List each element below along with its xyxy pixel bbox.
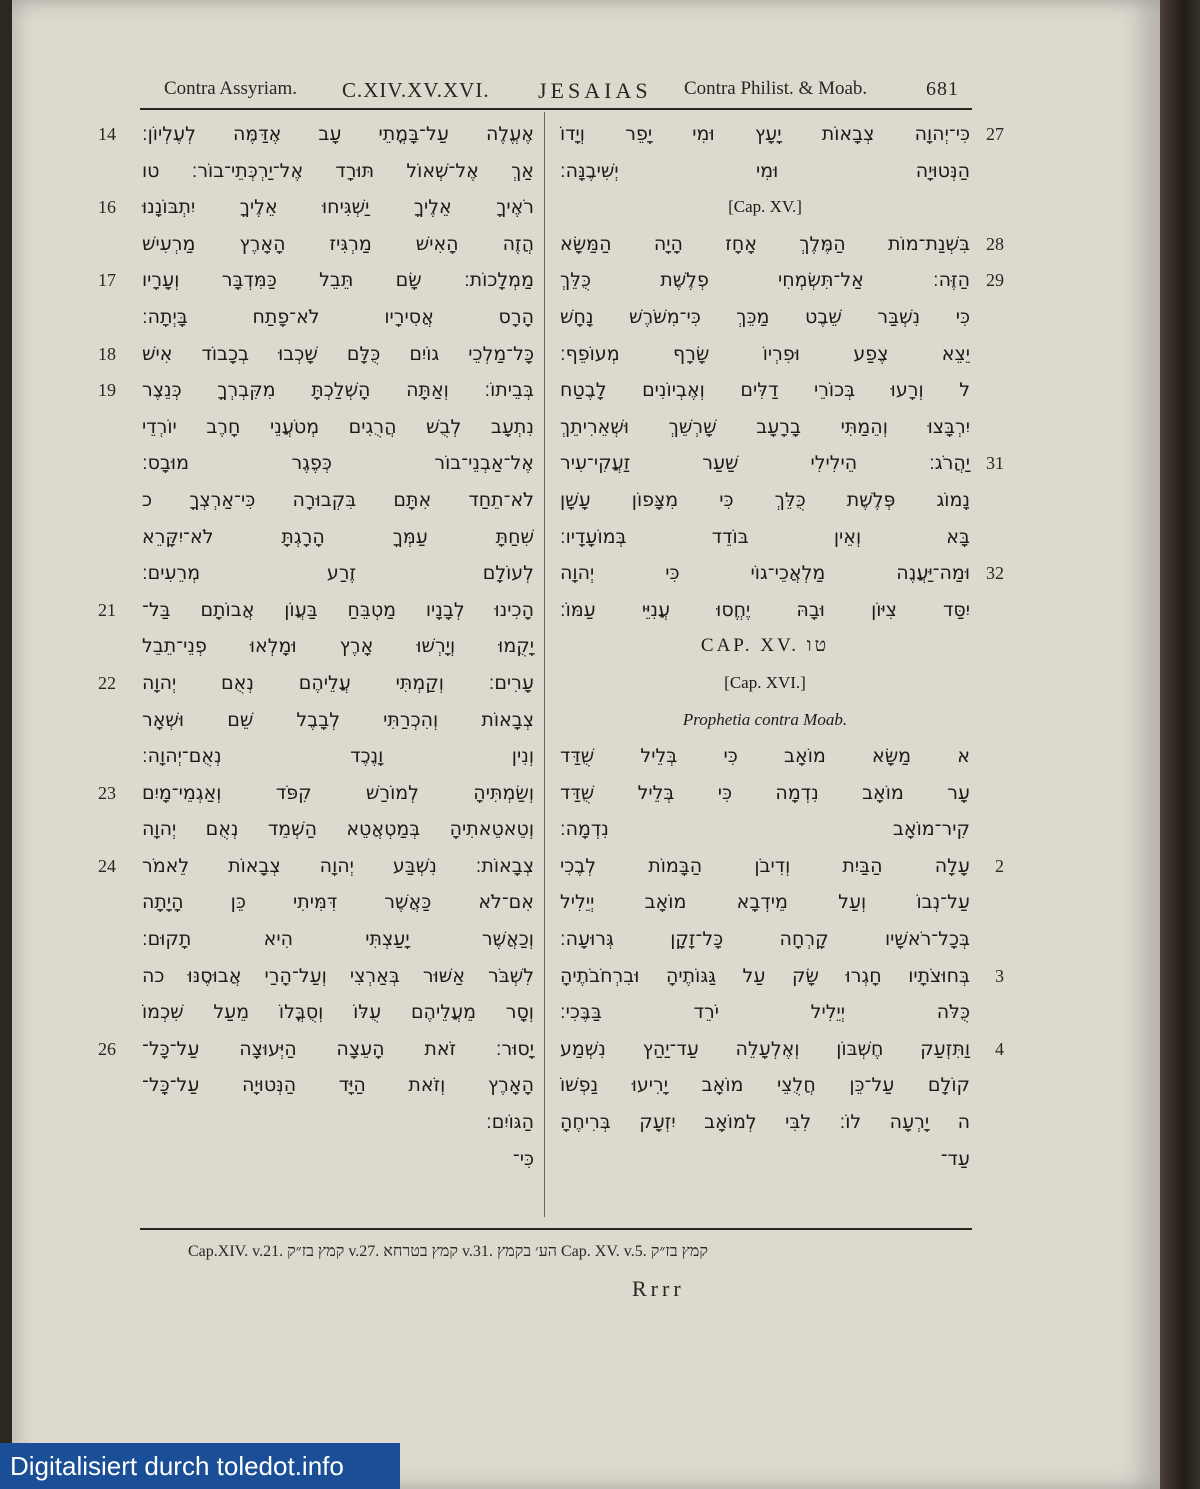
line-text: וּמַה־יַּעֲנֶה מַלְאֲכֵי־גוֹי כִּי יְהוָה <box>560 562 970 585</box>
text-line <box>560 482 970 519</box>
column-divider <box>544 112 545 1217</box>
text-line <box>560 409 970 446</box>
line-text: קִיר־מוֹאָב נִדְמָה׃ <box>560 818 970 841</box>
text-line <box>142 226 534 263</box>
line-text: וְנִין וָנֶכֶד נְאֻם־יְהוָה׃ <box>142 745 534 768</box>
text-line <box>560 262 1004 299</box>
text-line <box>98 775 534 812</box>
book-page <box>12 0 1160 1489</box>
line-text: עָרִים׃ וְקַמְתִּי עֲלֵיהֶם נְאֻם יְהוָה <box>142 671 534 694</box>
footnote-rule <box>140 1228 972 1230</box>
line-text: לֹא־תֵחַד אִתָּם בִּקְבוּרָה כִּי־אַרְצְךָ כ <box>142 488 534 511</box>
text-line <box>142 519 534 556</box>
text-line <box>142 994 534 1031</box>
text-line <box>560 958 1004 995</box>
digitization-watermark[interactable]: Digitalisiert durch toledot.info <box>0 1443 400 1489</box>
line-text: הָכִינוּ לְבָנָיו מַטְבֵּחַ בַּעֲוֹן אֲבוֹתָם בַּל־ <box>142 598 534 621</box>
text-line <box>142 738 534 775</box>
header-left: Contra Assyriam. <box>164 78 297 99</box>
line-text: יֵצֵא צֶפַע וּפִרְיוֹ שָׂרָף מְעוֹפֵף׃ <box>560 342 970 365</box>
text-line <box>142 628 534 665</box>
text-line <box>560 628 970 665</box>
text-line <box>142 1141 534 1178</box>
line-text: Prophetia contra Moab. <box>682 709 848 729</box>
text-line <box>98 189 534 226</box>
line-text: א מַשָּׂא מוֹאָב כִּי בְּלֵיל שֻׁדַּד <box>560 745 970 768</box>
text-line <box>560 848 1004 885</box>
text-line <box>98 372 534 409</box>
text-line <box>98 592 534 629</box>
text-line <box>560 702 970 739</box>
line-text: [Cap. XVI.] <box>724 672 806 692</box>
line-text: מַמְלָכוֹת׃ שָׂם תֵּבֵל כַּמִּדְבָּר וְעָרָיו <box>142 269 534 292</box>
line-text: כִּי־יְהוָה צְבָאוֹת יָעָץ וּמִי יָפֵר וְיָדוֹ <box>560 123 970 145</box>
text-line <box>142 409 534 446</box>
text-line <box>142 445 534 482</box>
line-text: הַנְּטוּיָה וּמִי יְשִׁיבֶנָּה׃ <box>560 159 970 182</box>
line-text: כִּי נִשְׁבַּר שֵׁבֶט מַכֵּךְ כִּי־מִשֹּׁרֶשׁ נָחָשׁ <box>560 305 970 328</box>
line-text: הַגּוֹיִם׃ <box>486 1111 534 1134</box>
header-title: JESAIAS <box>538 78 652 103</box>
line-text: עָר מוֹאָב נִדְמָה כִּי בְּלֵיל שֻׁדַּד <box>560 781 970 804</box>
line-text: יָסוּר׃ זֹאת הָעֵצָה הַיְּעוּצָה עַל־כָּל־ <box>142 1037 534 1060</box>
line-text: נָמוֹג פְּלֶשֶׁת כֻּלֵּךְ כִּי מִצָּפוֹן עָשָׁן <box>560 488 970 511</box>
line-text: [Cap. XV.] <box>728 197 802 217</box>
text-line <box>98 116 534 153</box>
verse-number: 18 <box>98 343 116 364</box>
text-line <box>560 445 1004 482</box>
text-line <box>142 299 534 336</box>
header-chapters: C.XIV.XV.XVI. <box>342 78 490 102</box>
text-line <box>560 665 970 702</box>
text-line <box>142 958 534 995</box>
line-text: הָרָס אֲסִירָיו לֹא־פָתַח בָּיְתָה׃ <box>142 305 534 328</box>
verse-number: 31 <box>986 453 1004 474</box>
text-line <box>560 1104 970 1141</box>
line-text: כִּי־ <box>512 1147 534 1170</box>
text-line <box>560 299 970 336</box>
verse-number: 16 <box>98 197 116 218</box>
line-text: בְּבֵיתוֹ׃ וְאַתָּה הָשְׁלַכְתָּ מִקִּבְרְךָ כְּנֵצֶר <box>142 379 534 402</box>
text-line <box>560 372 970 409</box>
verse-number: 14 <box>98 124 116 144</box>
line-text: אִם־לֹא כַּאֲשֶׁר דִּמִּיתִי כֵּן הָיָתָה <box>142 891 534 914</box>
text-line <box>98 848 534 885</box>
line-text: הֲזֶה הָאִישׁ מַרְגִּיז הָאָרֶץ מַרְעִישׁ <box>142 232 534 255</box>
verse-number: 21 <box>98 599 116 620</box>
text-line <box>142 1104 534 1141</box>
line-text: כֻּלֹּה יְיֵלִיל יֹרֵד בַּבֶּכִי׃ <box>560 1001 970 1024</box>
verse-number: 23 <box>98 782 116 803</box>
text-line <box>142 702 534 739</box>
text-line <box>560 775 970 812</box>
line-text: אַךְ אֶל־שְׁאוֹל תּוּרָד אֶל־יַרְכְּתֵי־בוֹר׃ טו <box>142 159 534 182</box>
verse-number: 28 <box>986 233 1004 254</box>
text-line <box>142 811 534 848</box>
text-line <box>560 592 970 629</box>
text-line <box>560 226 1004 263</box>
line-text: יָקֻמוּ וְיָרְשׁוּ אָרֶץ וּמָלְאוּ פְנֵי־תֵבֵל <box>142 635 534 658</box>
line-text: אֶל־אַבְנֵי־בוֹר כְּפֶגֶר מוּבָס׃ <box>142 452 534 475</box>
verse-number: 22 <box>98 672 116 693</box>
text-line <box>560 1067 970 1104</box>
text-line <box>560 519 970 556</box>
text-line <box>142 482 534 519</box>
text-line <box>142 884 534 921</box>
text-line <box>560 921 970 958</box>
masoretic-footnote: Cap.XIV. v.21. קמץ בז״ק v.27. קמץ בטרחא v.31. הע׳ בקמץ Cap. XV. v.5. קמץ בז״ק <box>188 1243 708 1260</box>
line-text: יִסַּד צִיּוֹן וּבָהּ יֶחֱסוּ עֲנִיֵּי עַמּוֹ׃ <box>560 598 970 621</box>
text-line <box>560 994 970 1031</box>
line-text: יִרְבָּצוּ וְהֵמַתִּי בָרָעָב שָׁרְשֵׁךְ וּשְׁאֵרִיתֵךְ <box>560 415 970 438</box>
text-line <box>98 1031 534 1068</box>
line-text: וְשַׂמְתִּיהָ לְמוֹרַשׁ קִפֹּד וְאַגְמֵי־מָיִם <box>142 781 534 804</box>
line-text: וַתִּזְעַק חֶשְׁבּוֹן וְאֶלְעָלֵה עַד־יַהַץ נִשְׁמַע <box>560 1037 970 1060</box>
line-text: וְכַאֲשֶׁר יָעַצְתִּי הִיא תָקוּם׃ <box>142 928 534 951</box>
line-text: לְעוֹלָם זֶרַע מְרֵעִים׃ <box>142 562 534 585</box>
line-text: שִׁחַתָּ עַמְּךָ הָרָגְתָּ לֹא־יִקָּרֵא <box>142 525 534 548</box>
line-text: יַהֲרֹג׃ הֵילִילִי שַׁעַר זַעֲקִי־עִיר <box>560 452 970 475</box>
header-rule <box>140 108 972 110</box>
line-text: בִּשְׁנַת־מוֹת הַמֶּלֶךְ אָחָז הָיָה הַמַּשָּׂא <box>560 232 970 255</box>
line-text: בָּא וְאֵין בּוֹדֵד בְּמוֹעָדָיו׃ <box>560 525 970 548</box>
text-line <box>560 1031 1004 1068</box>
line-text: עָלָה הַבַּיִת וְדִיבֹן הַבָּמוֹת לְבֶכִי <box>560 854 970 877</box>
line-text: ל וְרָעוּ בְּכוֹרֵי דַלִּים וְאֶבְיוֹנִים לָבֶטַח <box>560 379 970 402</box>
text-line <box>560 1141 970 1178</box>
verse-number: 17 <box>98 270 116 291</box>
text-line <box>560 336 970 373</box>
line-text: הָאָרֶץ וְזֹאת הַיָּד הַנְּטוּיָה עַל־כָּל־ <box>142 1074 534 1097</box>
right-text-column <box>560 116 1004 1177</box>
verse-number: 4 <box>995 1038 1004 1059</box>
text-line <box>142 153 534 190</box>
page-number: 681 <box>926 78 959 100</box>
line-text: צְבָאוֹת וְהִכְרַתִּי לְבָבֶל שֵׁם וּשְׁאָר <box>142 708 534 731</box>
text-line <box>142 1067 534 1104</box>
text-line <box>142 921 534 958</box>
running-header <box>152 70 972 110</box>
left-text-column <box>98 116 534 1177</box>
text-line <box>560 189 970 226</box>
text-line <box>560 153 970 190</box>
line-text: צְבָאוֹת׃ נִשְׁבַּע יְהוָה צְבָאוֹת לֵאמֹר <box>142 854 534 877</box>
text-line <box>142 555 534 592</box>
line-text: כָּל־מַלְכֵי גוֹיִם כֻּלָּם שָׁכְבוּ בְכָבוֹד אִישׁ <box>142 342 534 365</box>
line-text: אֶעֱלֶה עַל־בָּמֳתֵי עָב אֶדַּמֶּה לְעֶלְיוֹן׃ <box>142 123 534 145</box>
line-text: עַל־נְבוֹ וְעַל מֵידְבָא מוֹאָב יְיֵלִיל <box>560 891 970 914</box>
signature-mark: Rrrr <box>632 1276 685 1301</box>
text-line <box>560 555 1004 592</box>
line-text: הַזֶּה׃ אַל־תִּשְׂמְחִי פְלֶשֶׁת כֻּלֵּךְ <box>560 269 970 292</box>
line-text: נִתְעָב לְבֻשׁ הֲרֻגִים מְטֹעֲנֵי חָרֶב יוֹרְדֵי <box>142 415 534 438</box>
verse-number: 3 <box>995 965 1004 986</box>
line-text: בְּחוּצֹתָיו חָגְרוּ שָׂק עַל גַּגּוֹתֶיהָ וּבִרְחֹבֹתֶיהָ <box>560 964 970 987</box>
line-text: לִשְׁבֹּר אַשּׁוּר בְּאַרְצִי וְעַל־הָרַי אֲבוּסֶנּוּ כה <box>142 964 534 987</box>
text-line <box>560 811 970 848</box>
line-text: CAP. XV. טו <box>700 635 830 657</box>
book-spine <box>1160 0 1200 1489</box>
verse-number: 32 <box>986 563 1004 584</box>
verse-number: 27 <box>986 124 1004 144</box>
text-line <box>560 884 970 921</box>
verse-number: 24 <box>98 855 116 876</box>
text-line <box>98 262 534 299</box>
line-text: קוֹלָם עַל־כֵּן חֲלֻצֵי מוֹאָב יָרִיעוּ נַפְשׁוֹ <box>560 1074 970 1097</box>
header-right: Contra Philist. & Moab. <box>684 78 868 99</box>
verse-number: 26 <box>98 1038 116 1059</box>
line-text: עַד־ <box>940 1147 970 1170</box>
text-line <box>560 738 970 775</box>
text-line <box>560 116 1004 153</box>
line-text: וְסָר מֵעֲלֵיהֶם עֻלּוֹ וְסֻבֳּלוֹ מֵעַל שִׁכְמוֹ <box>142 1001 534 1024</box>
line-text: רֹאֶיךָ אֵלֶיךָ יַשְׁגִּיחוּ אֵלֶיךָ יִתְבּוֹנָנוּ <box>142 196 534 219</box>
verse-number: 29 <box>986 270 1004 291</box>
line-text: בְּכָל־רֹאשָׁיו קָרְחָה כָּל־זָקָן גְּרוּעָה׃ <box>560 928 970 951</box>
text-line <box>98 336 534 373</box>
verse-number: 2 <box>995 855 1004 876</box>
verse-number: 19 <box>98 380 116 401</box>
line-text: וְטֵאטֵאתִיהָ בְּמַטְאֲטֵא הַשְׁמֵד נְאֻם יְהוָה <box>142 818 534 841</box>
text-line <box>98 665 534 702</box>
line-text: ה יָרְעָה לוֹ׃ לִבִּי לְמוֹאָב יִזְעָק בְּרִיחֶהָ <box>560 1111 970 1134</box>
